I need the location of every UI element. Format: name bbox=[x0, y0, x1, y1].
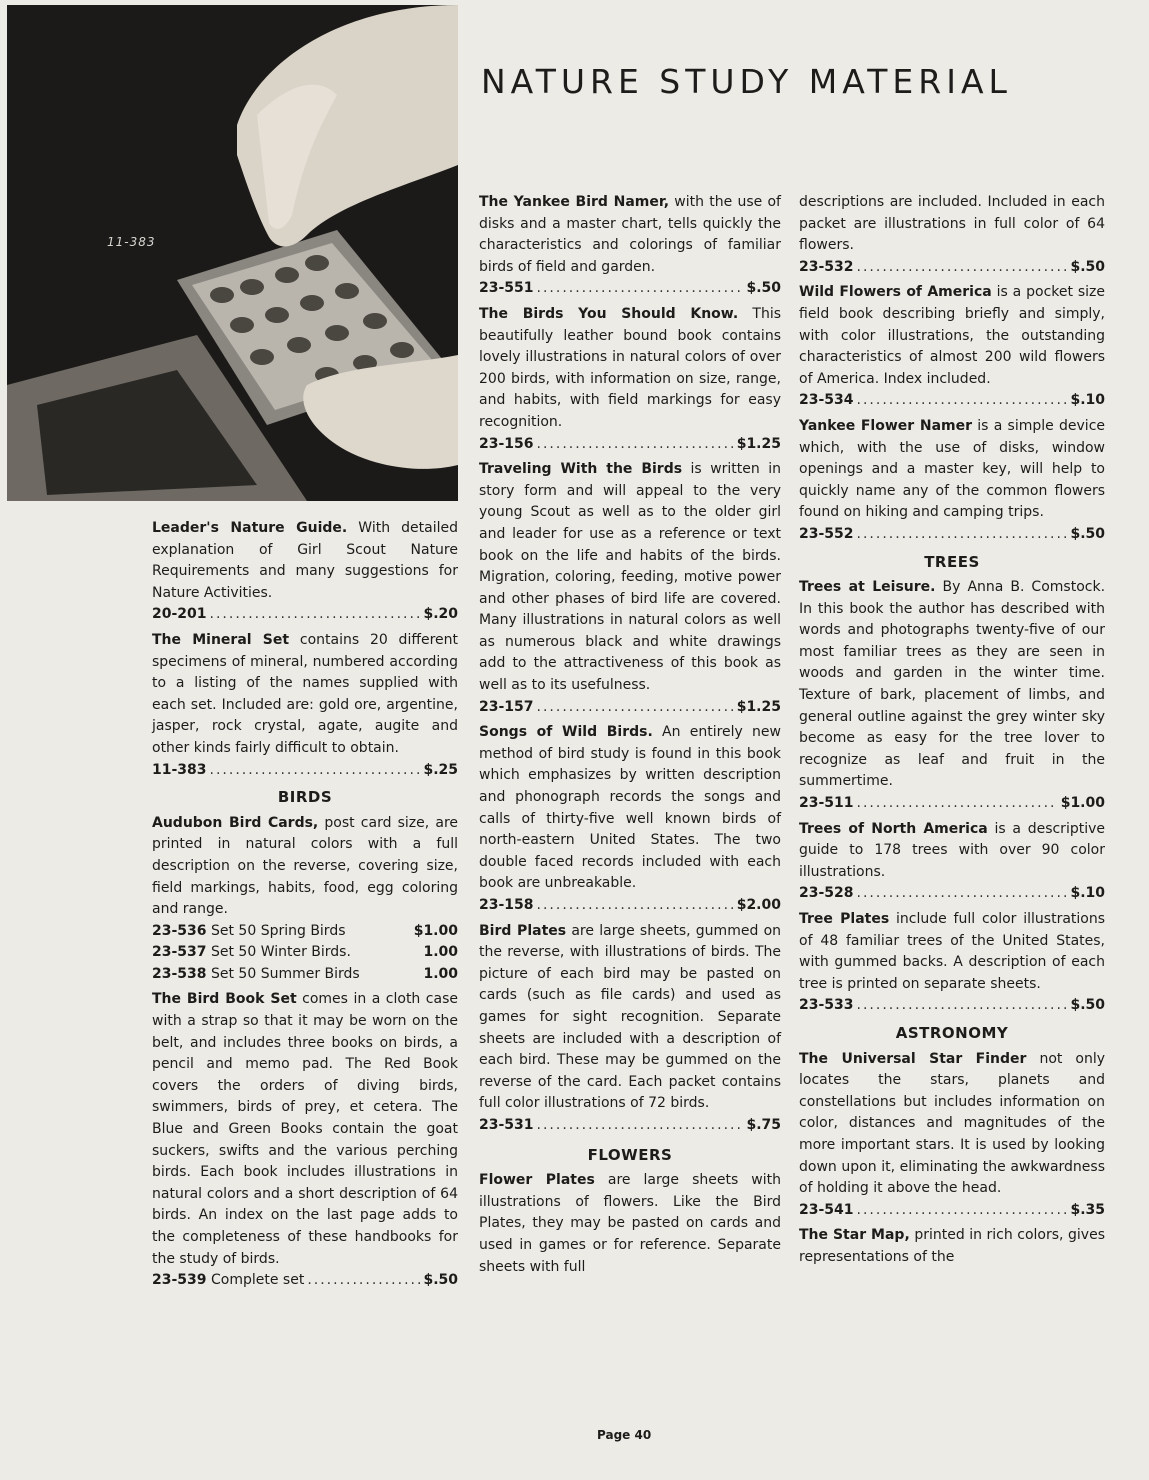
price-row bbox=[479, 278, 781, 300]
set-row bbox=[152, 964, 458, 986]
audubon-text: post card size, are printed in natural colors with a full description on the reverse, covering size, field markings, habits, food, egg coloring and range. bbox=[152, 814, 459, 918]
photo-illustration bbox=[7, 5, 458, 501]
price-row bbox=[799, 390, 1105, 412]
leader-dots bbox=[537, 895, 734, 917]
leader-dots bbox=[537, 697, 734, 719]
star-finder-name: The Universal Star Finder bbox=[799, 1050, 1027, 1067]
leader-dots bbox=[857, 793, 1058, 815]
item-code: 11-383 bbox=[152, 761, 207, 778]
item-code: 23-532 bbox=[799, 258, 854, 275]
flower-cont-desc bbox=[799, 192, 1105, 257]
leaders-guide-text: With detailed explanation of Girl Scout Nature Requirements and many suggestions for Nature Activities. bbox=[152, 520, 459, 601]
yankee-flower-text: is a simple device which, with the use of disks, window openings and a master key, will help to quickly name any of the common flowers found on hiking and camping trips. bbox=[799, 417, 1106, 521]
leader-dots bbox=[857, 390, 1068, 412]
mineral-set-text: contains 20 different specimens of mineral, numbered according to a listing of the names supplied with each set. Included are: gold ore, argentine, jasper, rock crystal, agate, augite and other kinds fairly difficult to obtain. bbox=[152, 631, 459, 756]
wild-flowers-name: Wild Flowers of America bbox=[799, 284, 992, 301]
trees-leisure-desc bbox=[799, 577, 1105, 793]
item-price: $.25 bbox=[423, 761, 458, 778]
flower-cont-text: descriptions are included. Included in each packet are illustrations in full color of 64 flowers. bbox=[799, 194, 1105, 254]
price-row bbox=[152, 760, 458, 782]
price-row bbox=[152, 604, 458, 626]
leaders-guide-desc bbox=[152, 518, 458, 604]
leader-dots bbox=[857, 524, 1068, 546]
price-row bbox=[152, 1270, 458, 1292]
price-row bbox=[799, 257, 1105, 279]
bird-plates-name: Bird Plates bbox=[479, 922, 567, 939]
item-code: 23-538 bbox=[152, 965, 207, 982]
item-price: 1.00 bbox=[423, 965, 458, 982]
item-price: $2.00 bbox=[736, 897, 781, 913]
item-code: 23-531 bbox=[479, 1116, 534, 1133]
price-row bbox=[799, 1200, 1105, 1222]
trees-leisure-name: Trees at Leisure. bbox=[799, 579, 936, 596]
flower-plates-name: Flower Plates bbox=[479, 1172, 595, 1189]
songs-desc bbox=[479, 722, 781, 895]
item-code: 23-551 bbox=[479, 280, 534, 297]
bird-plates-desc bbox=[479, 921, 781, 1115]
item-price: $1.25 bbox=[736, 698, 781, 715]
item-price: 1.00 bbox=[423, 944, 458, 961]
star-map-text: printed in rich colors, gives representations of the bbox=[799, 1227, 1105, 1265]
yankee-bird-text: with the use of disks and a master chart, tells quickly the characteristics and colorings of familiar birds of field and garden. bbox=[479, 194, 781, 275]
yankee-flower-name: Yankee Flower Namer bbox=[799, 417, 973, 434]
set-label: Set 50 Summer Birds bbox=[210, 965, 360, 982]
item-price: $1.00 bbox=[413, 922, 458, 939]
page-number: Page 40 bbox=[597, 1428, 652, 1442]
item-price: $.50 bbox=[1070, 525, 1105, 542]
tree-plates-name: Tree Plates bbox=[799, 911, 890, 927]
item-code: 23-541 bbox=[799, 1201, 854, 1218]
item-price: $.10 bbox=[1070, 885, 1105, 902]
leader-dots bbox=[210, 604, 421, 626]
yankee-bird-desc bbox=[479, 192, 781, 278]
item-code: 23-552 bbox=[799, 525, 854, 542]
price-row bbox=[479, 1115, 781, 1137]
mineral-set-desc bbox=[152, 630, 458, 760]
item-price: $.50 bbox=[423, 1272, 458, 1289]
birds-know-text: This beautifully leather bound book contains lovely illustrations in natural colors of over 200 birds, with information on size, range, and habits, with field markings for easy recognition. bbox=[479, 305, 782, 430]
item-code: 23-536 bbox=[152, 922, 207, 939]
leader-dots bbox=[857, 1200, 1068, 1222]
price-row bbox=[799, 995, 1105, 1017]
section-heading-astronomy: ASTRONOMY bbox=[895, 1023, 1009, 1042]
set-row bbox=[152, 921, 458, 943]
set-label: Set 50 Spring Birds bbox=[210, 922, 346, 939]
item-code: 23-158 bbox=[479, 897, 534, 913]
tree-plates-desc bbox=[799, 909, 1105, 995]
figure-label: 11-383 bbox=[107, 235, 156, 249]
traveling-desc bbox=[479, 459, 781, 697]
birds-know-desc bbox=[479, 304, 781, 434]
item-price: $1.25 bbox=[736, 435, 781, 452]
column-1 bbox=[152, 518, 458, 1296]
price-row bbox=[799, 883, 1105, 905]
item-price: $.50 bbox=[1070, 997, 1105, 1014]
item-price: $.50 bbox=[746, 280, 781, 297]
price-row bbox=[479, 895, 781, 917]
leader-dots bbox=[537, 278, 744, 300]
set-row bbox=[152, 942, 458, 964]
price-row bbox=[799, 793, 1105, 815]
flower-plates-desc bbox=[479, 1170, 781, 1278]
item-price: $.50 bbox=[1070, 258, 1105, 275]
price-row bbox=[479, 434, 781, 456]
leader-dots bbox=[857, 883, 1068, 905]
leader-dots bbox=[857, 257, 1068, 279]
price-row bbox=[479, 697, 781, 719]
trees-na-desc bbox=[799, 819, 1105, 884]
songs-name: Songs of Wild Birds. bbox=[479, 724, 653, 741]
trees-na-name: Trees of North America bbox=[799, 820, 988, 837]
leader-dots bbox=[307, 1270, 420, 1292]
item-code: 23-534 bbox=[799, 392, 854, 409]
birds-know-name: The Birds You Should Know. bbox=[479, 305, 739, 322]
set-label: Complete set bbox=[210, 1272, 305, 1289]
trees-leisure-text: By Anna B. Comstock. In this book the author has described with words and photographs twenty-five of our most familiar trees as they are seen in woods and garden in the winter time. Texture of bark, placement of limbs, and general outline against the grey winter sky become as easy for the tree lover to recognize as leaf and fruit in the summertime. bbox=[799, 579, 1106, 790]
traveling-text: is written in story form and will appeal to the very young Scout as well as to the older girl and leader for use as a reference or text book on the life and habits of the birds. Migration, coloring, feeding, motive power and other phases of bird life are covered. Many illustrations in natural colors as well as numerous black and white drawings add to the attractiveness of this book as well as to its usefulness. bbox=[479, 461, 781, 694]
bird-plates-text: are large sheets, gummed on the reverse, with illustrations of birds. The picture of each bird may be pasted on cards (such as file cards) and used as games for sight recognition. Separate sheets are included with a description of each bird. These may be gummed on the reverse of the card. Each packet contains full color illustrations of 72 birds. bbox=[479, 922, 782, 1112]
trees-na-text: is a descriptive guide to 178 trees with over 90 color illustrations. bbox=[799, 820, 1105, 880]
traveling-name: Traveling With the Birds bbox=[479, 461, 683, 478]
section-heading-flowers: FLOWERS bbox=[587, 1145, 673, 1164]
flower-plates-text: are large sheets with illustrations of flowers. Like the Bird Plates, they may be pasted on cards and used in games or for reference. Separate sheets with full bbox=[479, 1172, 781, 1275]
yankee-bird-name: The Yankee Bird Namer, bbox=[479, 194, 670, 210]
column-3 bbox=[799, 192, 1105, 1269]
wild-flowers-desc bbox=[799, 282, 1105, 390]
item-price: $.35 bbox=[1070, 1201, 1105, 1218]
item-code: 23-539 bbox=[152, 1272, 207, 1289]
item-price: $.75 bbox=[746, 1116, 781, 1133]
yankee-flower-desc bbox=[799, 416, 1105, 524]
leader-dots bbox=[210, 760, 421, 782]
price-row bbox=[799, 524, 1105, 546]
audubon-desc bbox=[152, 813, 458, 921]
item-code: 23-537 bbox=[152, 944, 207, 961]
leader-dots bbox=[857, 995, 1068, 1017]
item-code: 23-157 bbox=[479, 698, 534, 715]
item-price: $1.00 bbox=[1060, 795, 1105, 812]
mineral-set-name: The Mineral Set bbox=[152, 631, 290, 648]
bird-book-set-name: The Bird Book Set bbox=[152, 991, 297, 1008]
star-map-desc bbox=[799, 1225, 1105, 1268]
item-code: 20-201 bbox=[152, 606, 207, 623]
item-code: 23-156 bbox=[479, 435, 534, 452]
wild-flowers-text: is a pocket size field book describing briefly and simply, with color illustrations, the outstanding characteristics of almost 200 wild flowers of America. Index included. bbox=[799, 284, 1106, 387]
item-price: $.10 bbox=[1070, 392, 1105, 409]
column-2 bbox=[479, 192, 781, 1278]
bird-book-set-desc bbox=[152, 989, 458, 1270]
item-code: 23-528 bbox=[799, 885, 854, 902]
item-code: 23-511 bbox=[799, 795, 854, 812]
bird-book-set-text: comes in a cloth case with a strap so that it may be worn on the belt, and includes three books on birds, a pencil and memo pad. The Red Book covers the orders of diving birds, swimmers, birds of prey, et cetera. The Blue and Green Books contain the goat suckers, swifts and the various perching birds. Each book includes illustrations in natural colors and a short description of 64 birds. An index on the last page adds to the completeness of these handbooks for the study of birds. bbox=[152, 991, 458, 1267]
item-code: 23-533 bbox=[799, 997, 854, 1014]
songs-text: An entirely new method of bird study is found in this book which emphasizes by written description and phonograph records the songs and calls of thirty-five well known birds of north-eastern United States. The two double faced records included with each book are unbreakable. bbox=[479, 724, 781, 892]
star-map-name: The Star Map, bbox=[799, 1227, 910, 1244]
section-heading-trees: TREES bbox=[924, 552, 980, 571]
tree-plates-text: include full color illustrations of 48 familiar trees of the United States, with gummed backs. A description of each tree is printed on separate sheets. bbox=[799, 911, 1106, 992]
page-title: NATURE STUDY MATERIAL bbox=[481, 62, 1012, 101]
set-label: Set 50 Winter Birds. bbox=[210, 944, 351, 961]
leaders-guide-name: Leader's Nature Guide. bbox=[152, 520, 348, 536]
item-price: $.20 bbox=[423, 606, 458, 623]
audubon-name: Audubon Bird Cards, bbox=[152, 814, 319, 831]
mineral-set-photo bbox=[7, 5, 458, 501]
star-finder-text: not only locates the stars, planets and constellations but includes information on color, distances and magnitudes of the more important stars. It is used by looking down upon it, eliminating the awkwardness of holding it above the head. bbox=[799, 1050, 1106, 1197]
star-finder-desc bbox=[799, 1049, 1105, 1200]
section-heading-birds: BIRDS bbox=[277, 788, 333, 807]
leader-dots bbox=[537, 1115, 744, 1137]
leader-dots bbox=[537, 434, 734, 456]
